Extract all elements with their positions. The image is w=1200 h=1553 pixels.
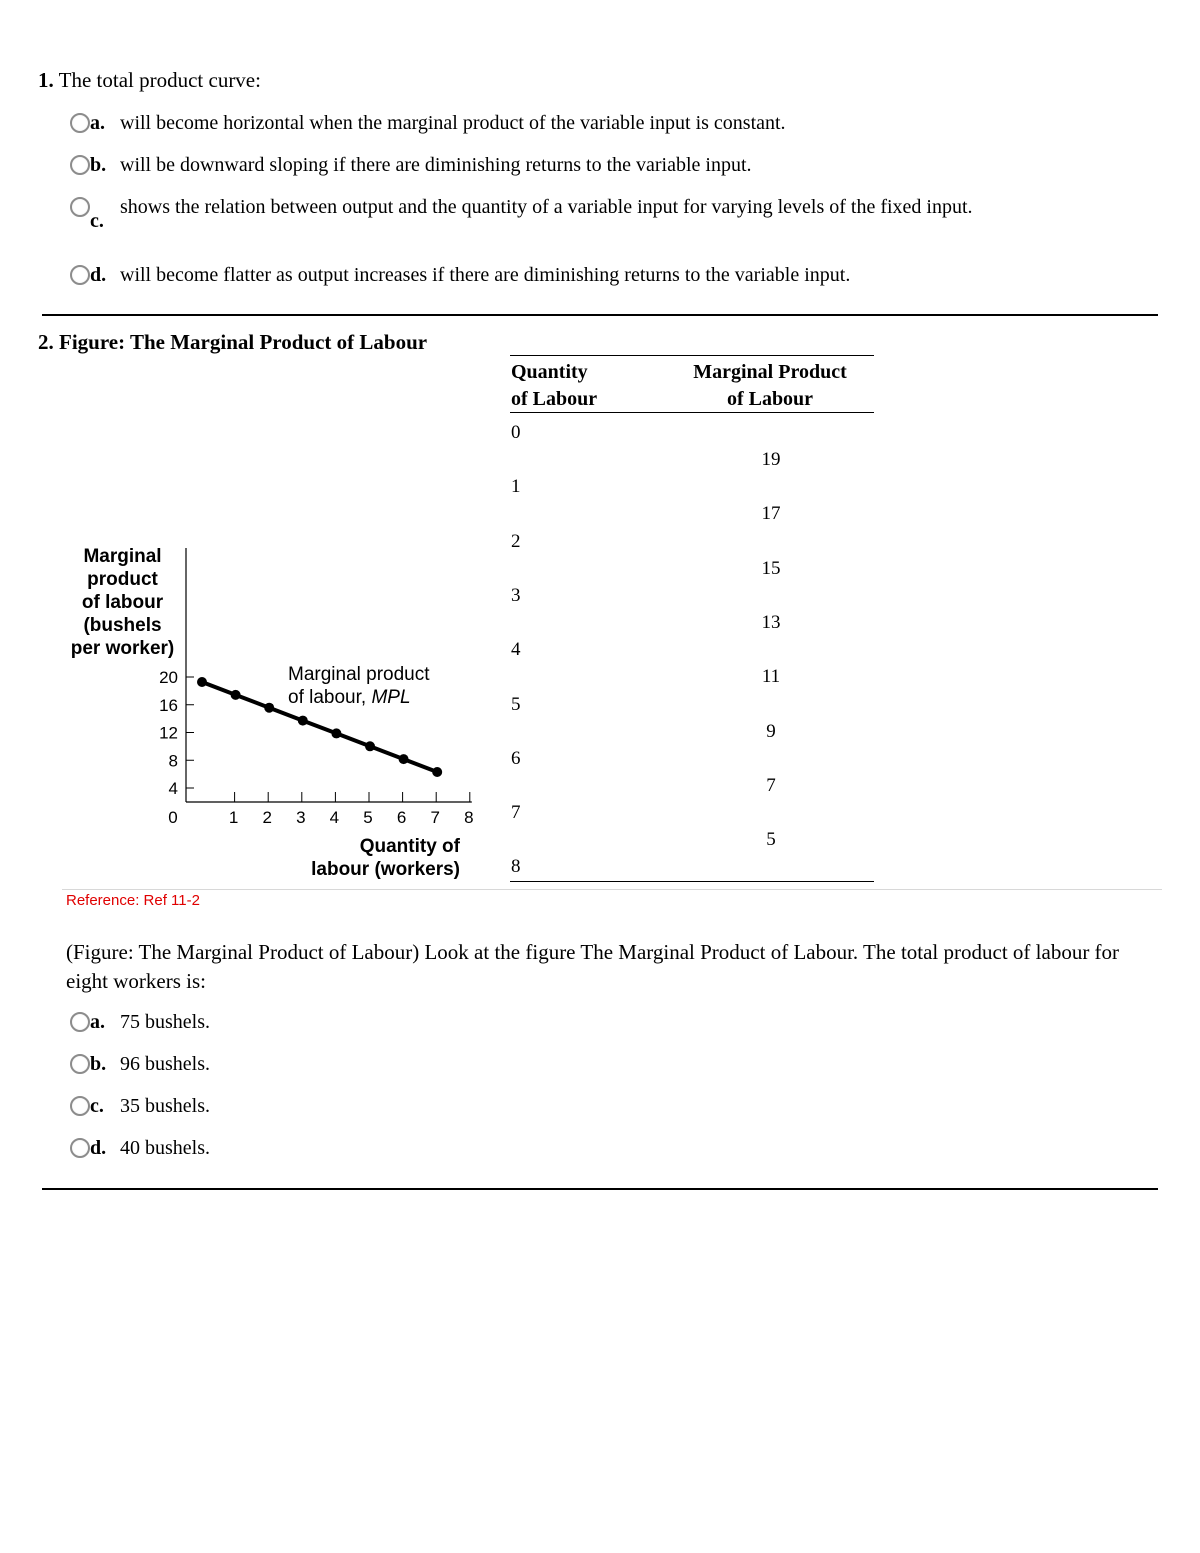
mpl-data-point [432,767,442,777]
q1-heading [38,68,261,93]
series-label-line: Marginal product [288,664,430,685]
mpl-data-point [264,703,274,713]
table-marginal-product-cell: 17 [761,503,781,525]
y-tick-label: 4 [168,779,178,798]
mpl-data-point [197,677,207,687]
option-letter: b. [90,1053,107,1075]
table-quantity-cell: 5 [511,693,521,715]
table-quantity-cell: 2 [511,530,521,552]
table-quantity-cell: 7 [511,802,521,824]
chart-x-axis-label [268,835,460,881]
y-label-line: Marginal [83,546,162,567]
option-text: will become flatter as output increases if there are diminishing returns to the variable input. [120,264,851,286]
table-marginal-product-cell: 15 [761,557,781,579]
table-bottom-rule [510,881,874,882]
y-label-line: of labour [81,592,164,613]
radio-button-icon[interactable] [70,197,90,217]
header-line: of Labour [726,388,814,410]
option-letter: c. [90,1095,104,1117]
option-text: 40 bushels. [120,1137,210,1159]
table-quantity-cell: 1 [511,476,521,498]
series-label-italic: MPL [371,687,411,708]
option-letter: d. [90,264,107,286]
x-tick-label: 5 [363,808,373,827]
x-tick-label: 6 [396,808,407,827]
table-marginal-product-cell: 19 [761,449,781,470]
table-marginal-product-cell: 13 [761,611,781,633]
y-label-line: per worker) [70,638,175,659]
q2-option-b[interactable] [70,1053,210,1078]
series-label-prefix: of labour, [288,687,372,708]
q2-option-d[interactable] [70,1137,210,1162]
radio-button-icon[interactable] [70,1096,90,1116]
y-tick-label: 8 [168,751,178,771]
q2-option-a[interactable] [70,1011,210,1036]
header-line: Quantity [511,361,588,383]
header-line: Marginal Product [693,361,847,383]
q1-option-a[interactable] [70,112,786,137]
table-quantity-cell: 6 [511,747,521,769]
radio-button-icon[interactable] [70,155,90,175]
option-text: 96 bushels. [120,1053,210,1075]
mpl-data-point [399,754,409,764]
x-tick-label: 4 [329,808,340,827]
option-text: 75 bushels. [120,1011,210,1033]
table-quantity-cell: 8 [511,856,521,878]
mpl-data-point [298,716,308,726]
question-divider [42,1188,1158,1190]
series-label [288,663,430,709]
q1-stem: The total product curve: [58,68,261,92]
x-tick-label: 2 [262,808,272,827]
option-text: 35 bushels. [120,1095,210,1117]
q2-figure-title: Figure: The Marginal Product of Labour [59,330,428,354]
mpl-data-point [231,690,241,700]
table-marginal-product-cell: 7 [766,774,776,796]
mpl-data-point [365,741,375,751]
q2-option-c[interactable] [70,1095,210,1120]
q2-heading [38,330,427,355]
option-letter: b. [90,154,107,176]
question-divider [42,314,1158,316]
y-tick-label: 12 [159,723,178,743]
option-letter: a. [90,1011,105,1033]
option-text: shows the relation between output and the quantity of a variable input for varying levels of the fixed input. [120,196,973,218]
y-label-line: (bushels [83,615,162,636]
x-tick-label: 8 [464,808,474,827]
table-marginal-product-cell: 9 [766,720,776,742]
table-quantity-cell: 3 [511,584,521,606]
table-marginal-product-cell: 11 [761,666,781,688]
mpl-data-point [331,728,341,738]
option-letter: c. [90,210,104,232]
table-header-marginal-product [672,359,868,413]
option-text: will become horizontal when the marginal product of the variable input is constant. [120,112,786,134]
q2-number: 2. [38,330,54,354]
q1-option-b[interactable] [70,154,752,179]
radio-button-icon[interactable] [70,113,90,133]
radio-button-icon[interactable] [70,1054,90,1074]
x-tick-label: 3 [296,808,306,827]
q1-option-d[interactable] [70,264,850,289]
table-marginal-product-cell: 5 [766,829,776,851]
reference-label: Reference: Ref 11-2 [66,892,200,909]
option-letter: d. [90,1137,107,1159]
q1-number: 1. [38,68,54,92]
series-label-line [288,686,430,709]
header-line: of Labour [511,388,598,410]
option-text: will be downward sloping if there are diminishing returns to the variable input. [120,154,752,176]
y-tick-label: 20 [159,668,178,687]
y-tick-label: 16 [159,695,178,715]
y-label-line: product [87,569,158,590]
radio-button-icon[interactable] [70,265,90,285]
x-tick-label: 7 [430,808,440,827]
table-quantity-cell: 4 [511,639,521,661]
reference-divider [62,889,1162,890]
q1-option-c[interactable] [70,196,1130,233]
table-header-rule [510,412,874,413]
q2-stem: (Figure: The Marginal Product of Labour) Look at the figure The Marginal Product of Labour. The total product of labour for eight workers is: [66,940,1120,993]
radio-button-icon[interactable] [70,1012,90,1032]
table-top-rule [510,355,874,356]
x-tick-label: 1 [228,808,239,827]
table-quantity-cell: 0 [511,422,521,443]
x-label-line: Quantity of [359,836,460,857]
table-header-quantity [511,359,597,413]
x-label-line: labour (workers) [311,859,460,880]
origin-label: 0 [168,808,178,827]
option-letter: a. [90,112,105,134]
radio-button-icon[interactable] [70,1138,90,1158]
